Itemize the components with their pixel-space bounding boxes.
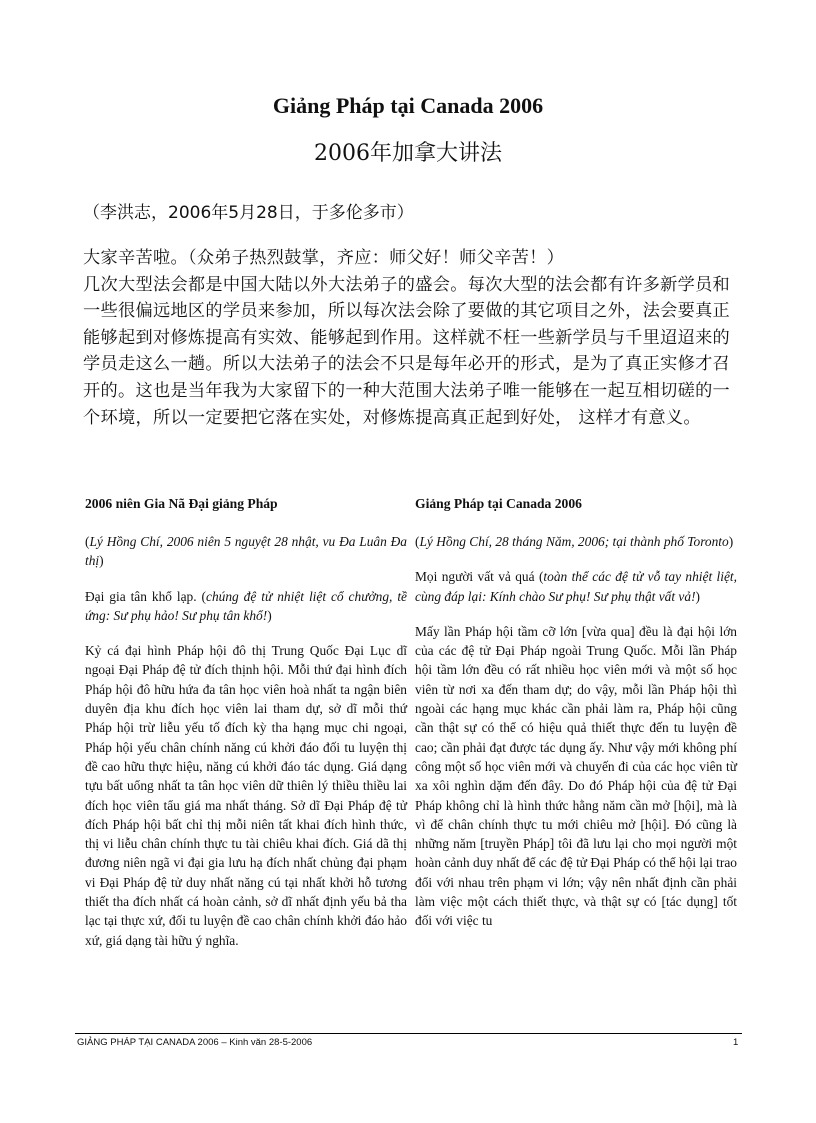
chinese-greeting: 大家辛苦啦。（众弟子热烈鼓掌，齐应：师父好！师父辛苦！） [83,248,565,268]
right-meta-italic: Lý Hồng Chí, 28 tháng Năm, 2006; tại thành phố Toronto [419,534,729,549]
right-column-greeting [415,567,737,606]
chinese-title: 2006年加拿大讲法 [314,141,502,166]
chinese-author-date: （李洪志，2006年5月28日，于多伦多市） [83,203,414,223]
left-meta-open: ( [85,534,90,549]
right-column [415,494,737,947]
left-column-meta [85,532,407,571]
left-greeting-plain: Đại gia tân khổ lạp. ( [85,588,207,604]
page-number: 1 [733,1037,739,1048]
chinese-paragraph: 几次大型法会都是中国大陆以外大法弟子的盛会。每次大型的法会都有许多新学员和一些很偏远地区的学员来参加，所以每次法会除了要做的其它项目之外，法会要真正能够起到对修炼提高有实效、能够起到作用。这样就不枉一些新学员与千里迢迢来的学员走这么一趟。所以大法弟子的法会不只是每年必开的形式，是为了真正实修才召开的。这也是当年我为大家留下的一种大范围大法弟子唯一能够在一起互相切磋的一个环境，所以一定要把它落在实处，对修炼提高真正起到好处， 这样才有意义。 [83,274,731,428]
right-meta-open: ( [415,534,420,549]
left-greeting-close: ) [267,607,272,623]
left-column-greeting [85,587,407,626]
right-column-meta [415,532,737,551]
left-meta-italic: Lý Hồng Chí, 2006 niên 5 nguyệt 28 nhật, vu Đa Luân Đa thị [85,534,407,569]
right-greeting-italic: toàn thể các đệ tử vỗ tay nhiệt liệt, cùng đáp lại: Kính chào Sư phụ! Sư phụ thật vất vả! [415,569,737,604]
right-greeting-plain: Mọi người vất vả quá ( [415,569,544,585]
right-column-heading: Giảng Pháp tại Canada 2006 [415,496,582,511]
left-column-heading: 2006 niên Gia Nã Đại giảng Pháp [85,496,278,511]
chinese-body [83,245,733,431]
left-meta-close: ) [99,553,104,569]
left-column [85,494,407,966]
left-column-paragraph: Kỷ cá đại hình Pháp hội đô thị Trung Quốc Đại Lục dĩ ngoại Đại Pháp đệ tử đích thịnh hội. Mỗi thứ đại hình đích Pháp hội đô hữu hứa đa tân học viên hoà nhất ta ngận biên duyên địa khu đích học viên lai tham dự, sở dĩ mỗi thứ Pháp hội trừ liễu yếu tố đích kỳ tha hạng mục chi ngoại, Pháp hội yếu chân chính năng cú khởi đáo đối tu luyện thị đề cao hữu thực hiệu, năng cú khởi đáo tác dụng. Giá dạng tựu bất uổng nhất ta tân học viên dữ thiên lý thiều thiều lai đích học viên tẩu giá ma nhất tháng. Sở dĩ Đại Pháp đệ tử đích Pháp hội bất chỉ thị mỗi niên tất khai đích hình thức, thị vi liễu chân chính thực tu tài chiêu khai đích. Giá dã thị đương niên ngã vi đại gia lưu hạ đích nhất chủng đại phạm vi Đại Pháp đệ tử duy nhất năng cú tại nhất khởi hỗ tương thiết tha đích nhất cá hoàn cảnh, sở dĩ nhất định yếu bả tha lạc tại thực xứ, đối tu luyện đề cao chân chính khởi đáo hảo xứ, giá dạng tài hữu ý nghĩa. [85,643,407,948]
footer-text: GIẢNG PHÁP TẠI CANADA 2006 – Kinh văn 28-5-2006 [77,1037,313,1048]
right-greeting-close: ) [695,588,700,604]
right-meta-close: ) [728,534,734,549]
page-title: Giảng Pháp tại Canada 2006 [272,93,544,118]
right-column-paragraph: Mấy lần Pháp hội tầm cỡ lớn [vừa qua] đều là đại hội lớn của các đệ tử Đại Pháp ngoài Trung Quốc. Mỗi lần Pháp hội tầm lớn đều có rất nhiều học viên mới và một số học viên từ nơi xa đến tham dự; do vậy, mỗi lần Pháp hội thì ngoài các hạng mục khác cần phải làm ra, Pháp hội cũng cần thật sự có thể có hiệu quả thiết thực đến tu luyện đề cao; cần phải đạt được tác dụng ấy. Như vậy mới không phí công một số học viên mới và chuyến đi của các học viên từ xa xôi nghìn dặm đến đây. Do đó Pháp hội của đệ tử Đại Pháp không chỉ là hình thức hằng năm cần mở [hội], mà là vì để chân chính thực tu mới chiêu mở [hội]. Đó cũng là những năm [truyền Pháp] tôi đã lưu lại cho mọi người một hoàn cảnh duy nhất để các đệ tử Đại Pháp có thể hội lại trao đổi với nhau trên phạm vi lớn; vậy nên nhất định cần phải làm việc một cách thiết thực, và thật sự có [tác dụng] tốt đối với việc tu [415,623,737,929]
left-greeting-italic: chúng đệ tử nhiệt liệt cổ chưởng, tề ứng: Sư phụ hảo! Sư phụ tân khổ! [85,588,407,623]
footer-divider [75,1033,742,1034]
